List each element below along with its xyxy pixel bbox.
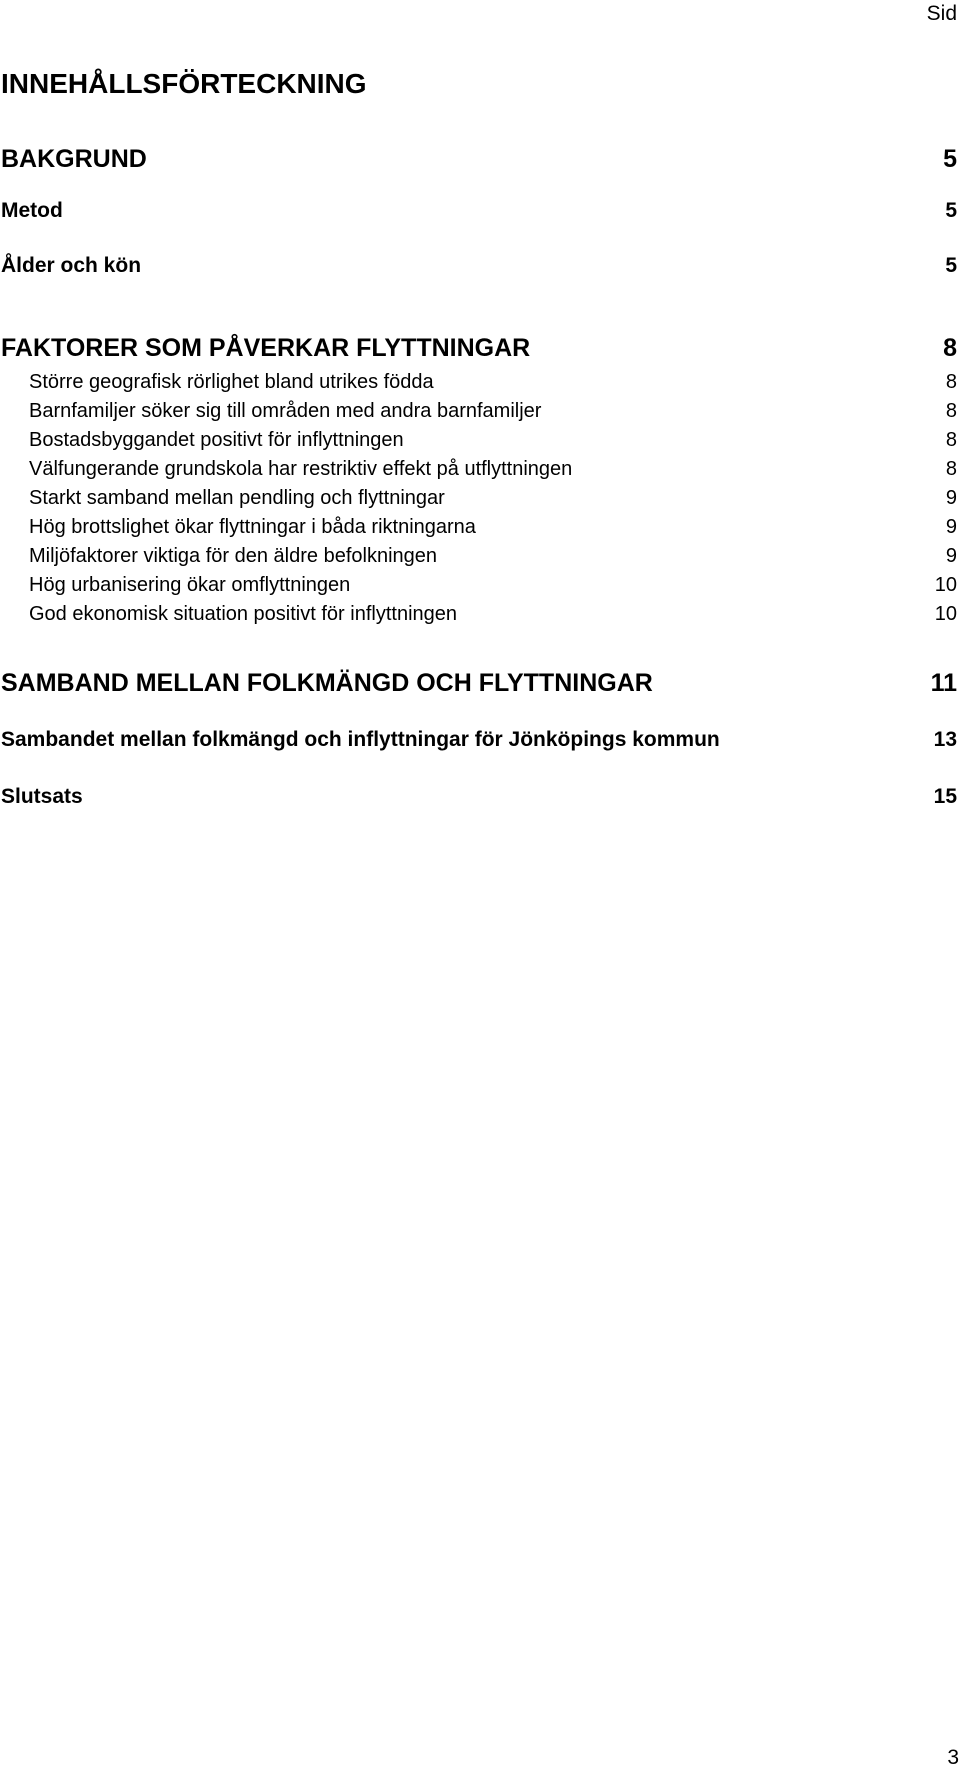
toc-entry-storre-geografisk[interactable] [29,369,957,395]
toc-entry-text: BAKGRUND [1,145,147,173]
toc-entry-miljofaktorer[interactable] [29,543,957,569]
toc-entry-samband-folkmangd[interactable] [1,668,957,698]
toc-entry-faktorer[interactable] [1,333,957,363]
toc-entry-text: Ålder och kön [1,254,142,277]
toc-entry-bakgrund[interactable] [1,144,957,174]
toc-entry-text: Hög urbanisering ökar omflyttningen [29,574,351,596]
toc-entry-text: God ekonomisk situation positivt för inflyttningen [29,603,457,625]
toc-entry-page: 8 [943,334,957,362]
toc-entry-text: SAMBAND MELLAN FOLKMÄNGD OCH FLYTTNINGAR [1,669,653,697]
toc-entry-slutsats[interactable] [1,784,957,810]
toc-entry-text: Slutsats [1,785,83,808]
toc-entry-alder-och-kon[interactable] [1,253,957,279]
toc-entry-hog-urbanisering[interactable] [29,572,957,598]
toc-entry-page: 9 [945,487,957,509]
toc-entry-text: Välfungerande grundskola har restriktiv effekt på utflyttningen [29,458,573,480]
toc-entry-page: 8 [945,371,957,393]
toc-entry-metod[interactable] [1,198,957,224]
toc-entry-page: 10 [934,574,957,596]
toc-title: INNEHÅLLSFÖRTECKNING [1,68,367,99]
toc-entry-hog-brottslighet[interactable] [29,514,957,540]
toc-entry-text: Barnfamiljer söker sig till områden med andra barnfamiljer [29,400,542,422]
toc-entry-page: 9 [945,516,957,538]
toc-entry-starkt-samband[interactable] [29,485,957,511]
toc-entry-text: Sambandet mellan folkmängd och inflyttningar för Jönköpings kommun [1,728,720,751]
toc-entry-page: 13 [933,728,957,751]
toc-entry-text: Starkt samband mellan pendling och flyttningar [29,487,445,509]
toc-entry-page: 8 [945,429,957,451]
toc-entry-god-ekonomisk-situation[interactable] [29,601,957,627]
toc-entry-sambandet-jonkoping[interactable] [1,727,957,753]
toc-entry-text: Bostadsbyggandet positivt för inflyttningen [29,429,404,451]
toc-entry-text: Större geografisk rörlighet bland utrikes födda [29,371,434,393]
toc-entry-page: 9 [945,545,957,567]
toc-entry-text: Miljöfaktorer viktiga för den äldre befolkningen [29,545,437,567]
toc-entry-text: Hög brottslighet ökar flyttningar i båda riktningarna [29,516,476,538]
toc-entry-barnfamiljer[interactable] [29,398,957,424]
toc-entry-page: 11 [930,669,957,697]
toc-entry-valfungerande-grundskola[interactable] [29,456,957,482]
toc-entry-text: Metod [1,199,63,222]
toc-entry-text: FAKTORER SOM PÅVERKAR FLYTTNINGAR [1,334,531,362]
toc-entry-page: 8 [945,458,957,480]
toc-entry-page: 15 [933,785,957,808]
page-number: 3 [947,1746,959,1769]
toc-entry-page: 5 [943,145,957,173]
toc-entry-page: 5 [945,254,957,277]
toc-entry-page: 10 [934,603,957,625]
toc-entry-page: 5 [945,199,957,222]
toc-entry-page: 8 [945,400,957,422]
page-header-label: Sid [926,2,957,25]
toc-entry-bostadsbyggandet[interactable] [29,427,957,453]
